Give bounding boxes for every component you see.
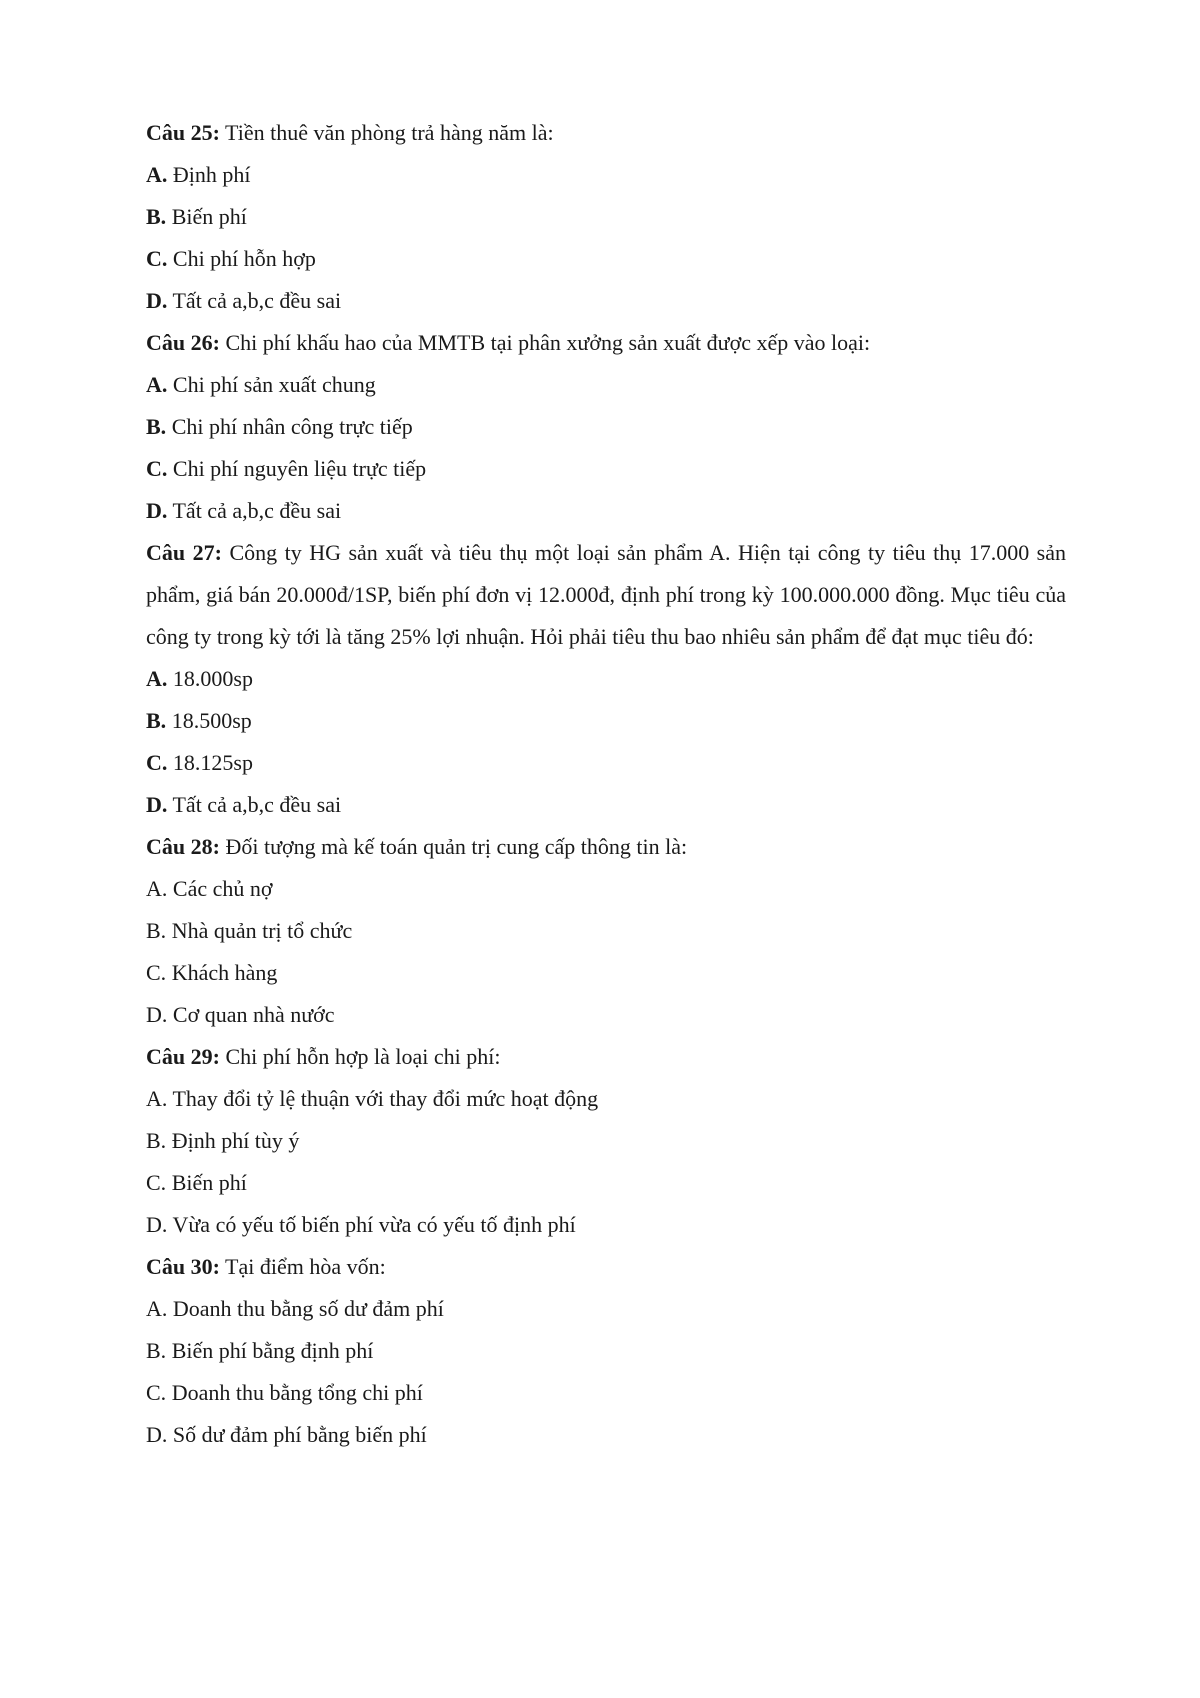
option-a	[146, 1288, 1066, 1330]
option-text: 18.500sp	[166, 708, 252, 733]
option-letter: C.	[146, 1170, 167, 1195]
question-28	[146, 826, 1066, 868]
option-text: 18.125sp	[167, 750, 253, 775]
option-letter: A.	[146, 372, 168, 397]
option-text: Định phí tùy ý	[166, 1128, 300, 1153]
question-25	[146, 112, 1066, 154]
option-c	[146, 1162, 1066, 1204]
option-text: Khách hàng	[166, 960, 278, 985]
option-text: Định phí	[167, 162, 251, 187]
document-page	[146, 112, 1066, 1456]
option-text: Chi phí hỗn hợp	[167, 246, 316, 271]
option-b	[146, 910, 1066, 952]
question-number: Câu 29:	[146, 1044, 220, 1069]
option-letter: B.	[146, 1338, 167, 1363]
option-text: Tất cả a,b,c đều sai	[167, 288, 342, 313]
option-c	[146, 952, 1066, 994]
option-letter: D.	[146, 288, 168, 313]
option-letter: C.	[146, 246, 168, 271]
option-text: Các chủ nợ	[167, 876, 273, 901]
question-text: Tại điểm hòa vốn:	[219, 1254, 386, 1279]
option-text: Tất cả a,b,c đều sai	[167, 498, 342, 523]
option-b	[146, 406, 1066, 448]
option-letter: D.	[146, 498, 168, 523]
option-letter: C.	[146, 456, 168, 481]
option-text: Biến phí bằng định phí	[166, 1338, 374, 1363]
option-b	[146, 196, 1066, 238]
option-text: Nhà quản trị tổ chức	[166, 918, 353, 943]
option-c	[146, 448, 1066, 490]
option-text: Thay đổi tỷ lệ thuận với thay đổi mức hoạt động	[167, 1086, 599, 1111]
option-text: Doanh thu bằng số dư đảm phí	[167, 1296, 444, 1321]
option-text: Tất cả a,b,c đều sai	[167, 792, 342, 817]
option-letter: A.	[146, 162, 168, 187]
option-text: Biến phí	[166, 1170, 247, 1195]
option-d	[146, 994, 1066, 1036]
option-text: Biến phí	[166, 204, 247, 229]
option-a	[146, 364, 1066, 406]
option-text: Chi phí nguyên liệu trực tiếp	[167, 456, 427, 481]
option-b	[146, 1120, 1066, 1162]
option-letter: B.	[146, 414, 167, 439]
option-letter: D.	[146, 1422, 168, 1447]
option-text: Chi phí sản xuất chung	[167, 372, 376, 397]
option-letter: B.	[146, 708, 167, 733]
option-text: Số dư đảm phí bằng biến phí	[167, 1422, 427, 1447]
option-letter: B.	[146, 204, 167, 229]
question-text: Chi phí khấu hao của MMTB tại phân xưởng sản xuất được xếp vào loại:	[219, 330, 871, 355]
question-number: Câu 28:	[146, 834, 220, 859]
question-number: Câu 26:	[146, 330, 220, 355]
option-d	[146, 1204, 1066, 1246]
option-d	[146, 490, 1066, 532]
question-29	[146, 1036, 1066, 1078]
option-letter: C.	[146, 1380, 167, 1405]
option-b	[146, 1330, 1066, 1372]
question-number: Câu 27:	[146, 540, 222, 565]
option-c	[146, 1372, 1066, 1414]
option-d	[146, 1414, 1066, 1456]
option-letter: A.	[146, 666, 168, 691]
option-letter: B.	[146, 918, 167, 943]
option-letter: D.	[146, 1002, 168, 1027]
option-letter: A.	[146, 1086, 168, 1111]
option-text: Doanh thu bằng tổng chi phí	[166, 1380, 423, 1405]
option-a	[146, 1078, 1066, 1120]
option-letter: C.	[146, 750, 168, 775]
option-text: Chi phí nhân công trực tiếp	[166, 414, 413, 439]
question-number: Câu 30:	[146, 1254, 220, 1279]
question-text: Đối tượng mà kế toán quản trị cung cấp thông tin là:	[219, 834, 688, 859]
question-text: Chi phí hỗn hợp là loại chi phí:	[219, 1044, 501, 1069]
option-text: 18.000sp	[167, 666, 253, 691]
option-letter: D.	[146, 792, 168, 817]
question-text: Tiền thuê văn phòng trả hàng năm là:	[219, 120, 554, 145]
option-a	[146, 868, 1066, 910]
option-c	[146, 238, 1066, 280]
option-a	[146, 154, 1066, 196]
question-30	[146, 1246, 1066, 1288]
option-text: Vừa có yếu tố biến phí vừa có yếu tố định phí	[167, 1212, 576, 1237]
question-number: Câu 25:	[146, 120, 220, 145]
option-text: Cơ quan nhà nước	[167, 1002, 335, 1027]
option-d	[146, 784, 1066, 826]
option-letter: D.	[146, 1212, 168, 1237]
option-a	[146, 658, 1066, 700]
question-26	[146, 322, 1066, 364]
option-letter: B.	[146, 1128, 167, 1153]
option-letter: C.	[146, 960, 167, 985]
option-d	[146, 280, 1066, 322]
option-c	[146, 742, 1066, 784]
question-text: Công ty HG sản xuất và tiêu thụ một loại sản phẩm A. Hiện tại công ty tiêu thụ 17.000 sản phẩm, giá bán 20.000đ/1SP, biến phí đơn vị 12.000đ, định phí trong kỳ 100.000.000 đồng. Mục tiêu của công ty trong kỳ tới là tăng 25% lợi nhuận. Hỏi phải tiêu thu bao nhiêu sản phẩm để đạt mục tiêu đó:	[146, 540, 1067, 649]
option-b	[146, 700, 1066, 742]
option-letter: A.	[146, 1296, 168, 1321]
option-letter: A.	[146, 876, 168, 901]
question-27	[146, 532, 1066, 658]
